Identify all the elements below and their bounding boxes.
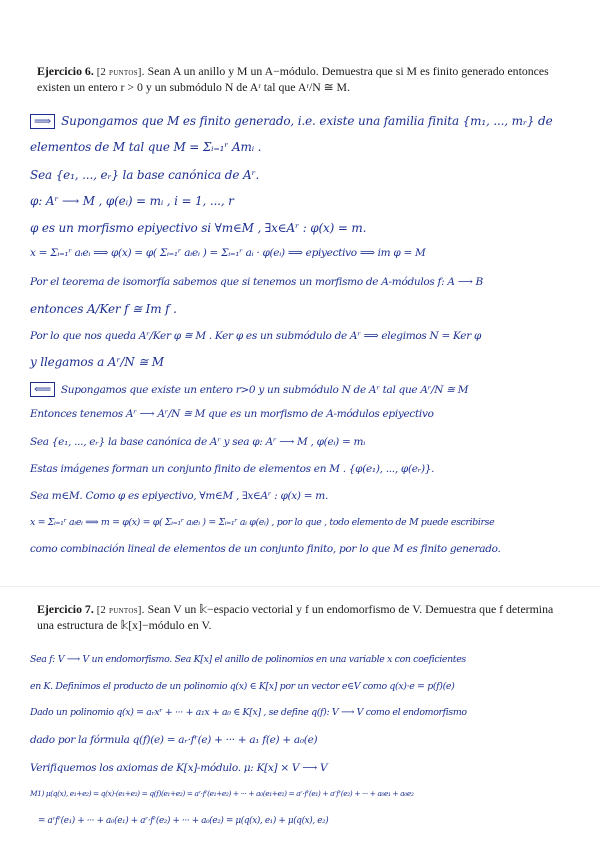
- hw-line-6: x = Σᵢ₌₁ʳ aᵢeᵢ ⟹ φ(x) = φ( Σᵢ₌₁ʳ aᵢeᵢ ) = Σᵢ₌₁ʳ aᵢ · φ(eᵢ) ⟹ epiyectivo ⟹ im φ = M: [30, 247, 426, 259]
- exercise-7-statement: [37, 602, 572, 633]
- hw-line-16: x = Σᵢ₌₁ʳ aᵢeᵢ ⟹ m = φ(x) = φ( Σᵢ₌₁ʳ aᵢeᵢ ) = Σᵢ₌₁ʳ aᵢ φ(eᵢ) , por lo que , todo elemento de M puede escribirse: [30, 517, 495, 528]
- hw-line-12: Entonces tenemos Aʳ ⟶ Aʳ/N ≅ M que es un morfismo de A-módulos epiyectivo: [30, 408, 434, 420]
- hw-line-11: ⟸ Supongamos que existe un entero r>0 y un submódulo N de Aʳ tal que Aʳ/N ≅ M: [30, 382, 468, 397]
- exercise-7-points: [2 puntos].: [96, 605, 145, 616]
- hw7-line-7: = aʳfʳ(e₁) + ··· + a₀(e₁) + aʳ·fʳ(e₂) + ··· + a₀(e₂) = μ(q(x), e₁) + μ(q(x), e₂): [38, 816, 329, 826]
- hw7-line-6: M1) μ(q(x), e₁+e₂) = q(x)·(e₁+e₂) = q(f)(e₁+e₂) = aʳ·fʳ(e₁+e₂) + ··· + a₀(e₁+e₂) = aʳ·fʳ(e₁) + aʳfʳ(e₂) + ··· + a₀e₁ + a₀e₂: [30, 789, 414, 798]
- exercise-6-text: Sean A un anillo y M un A−módulo. Demuestra que si M es finito generado entonces existen un entero r > 0 y un submódulo N de Aʳ tal que Aʳ/N ≅ M.: [37, 64, 549, 94]
- divider: [0, 586, 600, 587]
- implied-by-arrow-icon: ⟸: [30, 382, 55, 397]
- exercise-6-points: [2 puntos].: [96, 67, 145, 78]
- hw-line-2: elementos de M tal que M = Σᵢ₌₁ʳ Amᵢ .: [30, 140, 262, 154]
- hw7-line-2: en K. Definimos el producto de un polinomio q(x) ∈ K[x] por un vector e∈V como q(x)·e = p(f)(e): [30, 681, 455, 692]
- hw-line-17: como combinación lineal de elementos de un conjunto finito, por lo que M es finito generado.: [30, 543, 501, 555]
- hw-line-5: φ es un morfismo epiyectivo si ∀m∈M , ∃x∈Aʳ : φ(x) = m.: [30, 221, 367, 235]
- hw-line-9: Por lo que nos queda Aʳ/Ker φ ≅ M . Ker φ es un submódulo de Aʳ ⟹ elegimos N = Ker φ: [30, 330, 482, 342]
- exercise-6-statement: [37, 64, 572, 95]
- hw7-line-4: dado por la fórmula q(f)(e) = aᵣ·fʳ(e) + ··· + a₁ f(e) + a₀(e): [30, 734, 318, 746]
- exercise-6-label: Ejercicio 6.: [37, 64, 94, 78]
- hw-line-10: y llegamos a Aʳ/N ≅ M: [30, 355, 164, 369]
- implies-arrow-icon: ⟹: [30, 114, 55, 129]
- hw-line-8: entonces A/Ker f ≅ Im f .: [30, 302, 177, 316]
- hw7-line-1: Sea f: V ⟶ V un endomorfismo. Sea K[x] el anillo de polinomios en una variable x con coeficientes: [30, 654, 466, 665]
- exercise-7-label: Ejercicio 7.: [37, 602, 94, 616]
- hw-line-13: Sea {e₁, ..., eᵣ} la base canónica de Aʳ y sea φ: Aʳ ⟶ M , φ(eᵢ) = mᵢ: [30, 436, 366, 448]
- hw-line-7: Por el teorema de isomorfía sabemos que si tenemos un morfismo de A-módulos f: A ⟶ B: [30, 276, 483, 288]
- exercise-7-text: Sean V un 𝕜−espacio vectorial y f un endomorfismo de V. Demuestra que f determina una estructura de 𝕜[x]−módulo en V.: [37, 602, 554, 632]
- hw-line-14: Estas imágenes forman un conjunto finito de elementos en M . {φ(e₁), ..., φ(eᵣ)}.: [30, 463, 435, 475]
- hw7-line-3: Dado un polinomio q(x) = aᵣxʳ + ··· + a₁x + a₀ ∈ K[x] , se define q(f): V ⟶ V como el endomorfismo: [30, 707, 467, 718]
- hw-line-3: Sea {e₁, ..., eᵣ} la base canónica de Aʳ.: [30, 168, 260, 182]
- hw-line-15: Sea m∈M. Como φ es epiyectivo, ∀m∈M , ∃x∈Aʳ : φ(x) = m.: [30, 490, 328, 502]
- hw-line-1: ⟹ Supongamos que M es finito generado, i.e. existe una familia finita {m₁, ..., mᵣ} de: [30, 114, 553, 129]
- hw-line-4: φ: Aʳ ⟶ M , φ(eᵢ) = mᵢ , i = 1, ..., r: [30, 194, 234, 208]
- hw7-line-5: Verifiquemos los axiomas de K[x]-módulo. μ: K[x] × V ⟶ V: [30, 762, 328, 774]
